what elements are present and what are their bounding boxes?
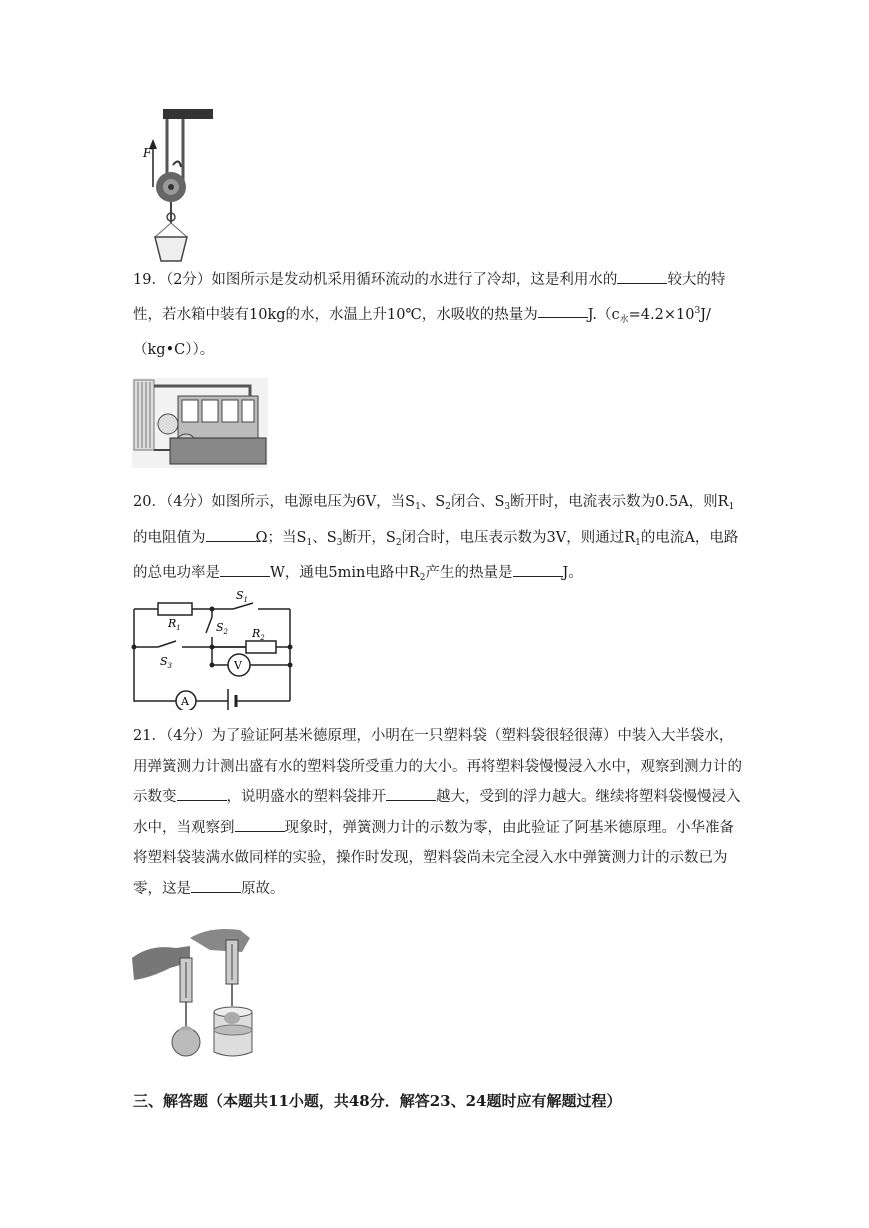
svg-text:R2: [251, 627, 265, 642]
answer-blank[interactable]: [191, 878, 241, 893]
pulley-figure: [135, 105, 215, 265]
engine-figure: [130, 372, 270, 472]
question-20: 20．（4分）如图所示，电源电压为6V，当$S_1$、$S_2$闭合、$S_3$断开时，电流表示数为0.5A，则$R_1$的电阻值为 Ω；当$S_1$、$S_3$断开，$S_2$闭合时，电压表示数为3V，则通过$R_1$的电流A，电路的总电功率是 W，通电5min电路中$R_2$产生的热量是 J。: [133, 494, 739, 583]
circuit-figure: [128, 585, 298, 710]
svg-text:S1: [236, 589, 248, 604]
r1-sub: 1: [176, 624, 181, 632]
answer-blank[interactable]: [513, 562, 563, 577]
answer-blank[interactable]: [617, 269, 667, 284]
answer-blank[interactable]: [220, 562, 270, 577]
s2-sub: 2: [223, 628, 229, 636]
s1-label: S: [236, 589, 244, 602]
answer-blank[interactable]: [386, 786, 436, 801]
r1-label: R: [168, 617, 177, 630]
answer-blank[interactable]: [235, 817, 285, 832]
r2-sub: 2: [260, 634, 265, 642]
answer-blank[interactable]: [177, 786, 227, 801]
force-label: F: [143, 146, 152, 160]
spring-scale-figure: [130, 918, 270, 1068]
s1-sub: 1: [243, 596, 249, 604]
ammeter-label: A: [181, 695, 189, 708]
answer-blank[interactable]: [206, 527, 256, 542]
section-heading: 三、解答题（本题共11小题，共48分．解答23、24题时应有解题过程）: [133, 1092, 622, 1110]
r2-label: R: [252, 627, 261, 640]
svg-text:S2: [216, 621, 229, 636]
voltmeter-label: V: [234, 659, 242, 672]
answer-blank[interactable]: [538, 303, 588, 318]
question-19: 19．（2分）如图所示是发动机采用循环流动的水进行了冷却，这是利用水的 较大的特性，若水箱中装有10kg的水，水温上升10℃，水吸收的热量为 $J.(c_水=4.2\times 10^3J/(kg•C))$。: [133, 265, 743, 365]
question-21: 21．（4分）为了验证阿基米德原理，小明在一只塑料袋（塑料袋很轻很薄）中装入大半袋水，用弹簧测力计测出盛有水的塑料袋所受重力的大小。再将塑料袋慢慢浸入水中，观察到测力计的示数变 ，说明盛水的塑料袋排开 越大，受到的浮力越大。继续将塑料袋慢慢浸入水中，当观察到 现象时，弹簧测力计的示数为零，由此验证了阿基米德原理。小华准备将塑料袋装满水做同样的实验，操作时发现，塑料袋尚未完全浸入水中弹簧测力计的示数已为零，这是 原故。: [133, 728, 742, 897]
s3-sub: 3: [167, 662, 173, 670]
s2-label: S: [216, 621, 224, 634]
svg-text:R1: [167, 617, 181, 632]
s3-label: S: [160, 655, 168, 668]
svg-text:S3: [160, 655, 173, 670]
